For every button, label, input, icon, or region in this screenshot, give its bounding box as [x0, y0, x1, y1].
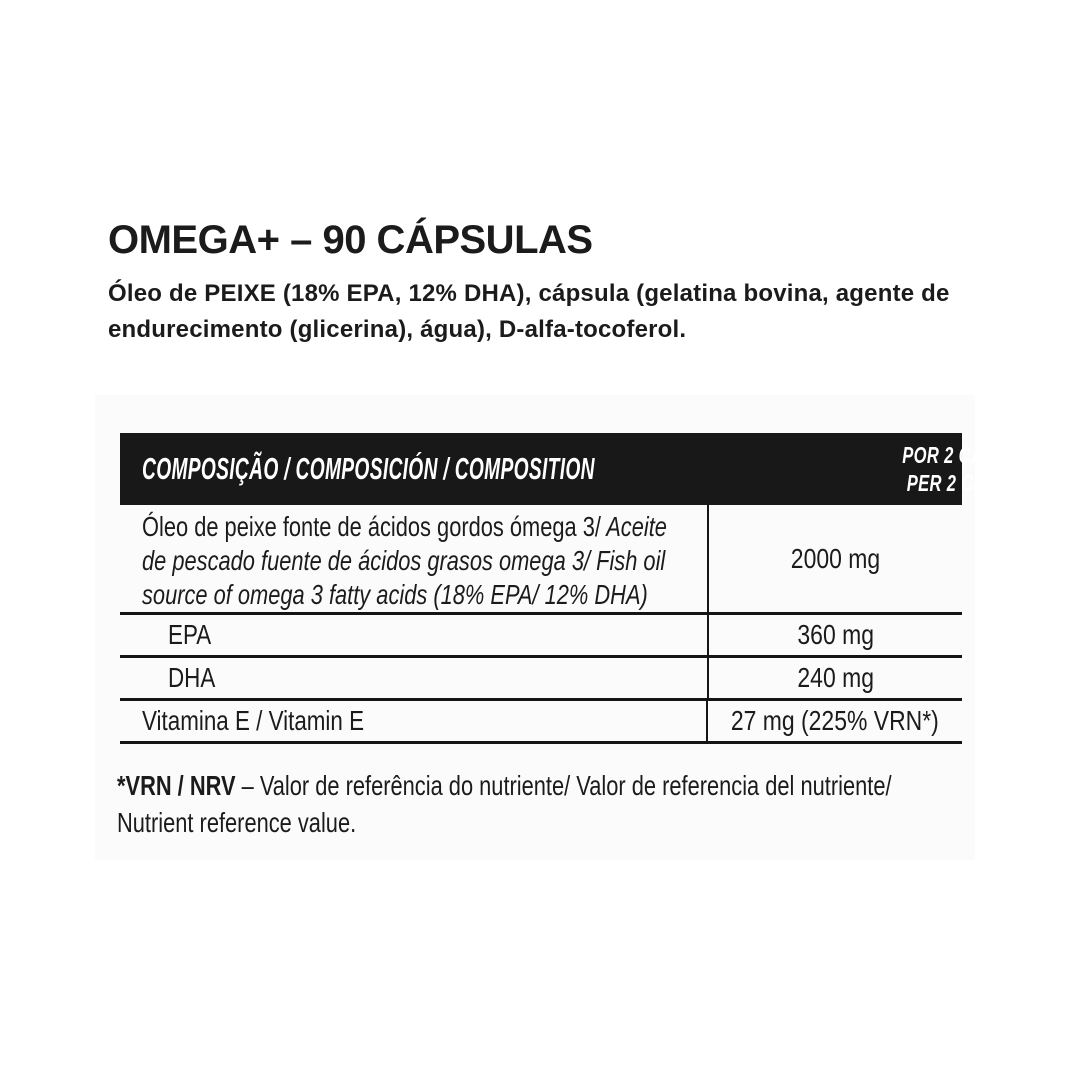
fish-oil-name-italic-start: Aceite [600, 511, 667, 542]
fish-oil-name-line-2: de pescado fuente de ácidos grasos omega 3/ Fish oil [142, 545, 666, 576]
table-row-dha [120, 658, 962, 701]
fish-oil-value: 2000 mg [790, 542, 881, 574]
serving-header-cell [872, 441, 1080, 497]
epa-name-cell [120, 615, 709, 655]
vitamin-e-value-cell [708, 701, 962, 741]
composition-header-cell [120, 451, 872, 487]
fish-oil-name-regular: Óleo de peixe fonte de ácidos gordos ómega 3/ [142, 511, 601, 542]
fish-oil-name-line-3: source of omega 3 fatty acids (18% EPA/ 12% DHA) [142, 579, 648, 610]
table-row-epa [120, 615, 962, 658]
epa-value-cell [709, 615, 962, 655]
description-line-1: Óleo de PEIXE (18% EPA, 12% DHA), cápsula (gelatina bovina, agente de [108, 280, 950, 307]
serving-header-line-1: POR 2 CÁPSULAS/ [902, 442, 1058, 468]
page-title: OMEGA+ – 90 CÁPSULAS [108, 218, 593, 262]
footnote-lead: *VRN / NRV [117, 770, 236, 801]
serving-header-line-2: PER 2 CAPSULES [906, 470, 1055, 496]
fish-oil-name-cell [120, 505, 709, 612]
composition-table [120, 433, 1058, 744]
vitamin-e-label: Vitamina E / Vitamin E [142, 705, 365, 736]
composition-header-label: COMPOSIÇÃO / COMPOSICIÓN / COMPOSITION [142, 451, 595, 486]
dha-value-cell [709, 658, 962, 698]
epa-label: EPA [168, 619, 212, 650]
vitamin-e-value: 27 mg (225% VRN*) [731, 705, 940, 736]
product-description [108, 276, 1008, 348]
fish-oil-value-cell [709, 505, 962, 612]
dha-label: DHA [168, 662, 216, 693]
footnote-line-1 [117, 767, 892, 804]
fish-oil-name-line-1 [142, 510, 667, 544]
description-line-2: endurecimento (glicerina), água), D-alfa-tocoferol. [108, 316, 687, 343]
footnote [117, 767, 1080, 841]
dha-name-cell [120, 658, 709, 698]
composition-card [95, 395, 1058, 860]
table-header-bar [120, 433, 1058, 505]
epa-value: 360 mg [797, 619, 874, 650]
table-row-fish-oil [120, 505, 962, 615]
title-block [108, 218, 1008, 348]
footnote-line-1-rest: – Valor de referência do nutriente/ Valor de referencia del nutriente/ [235, 770, 892, 801]
vitamin-e-name-cell [120, 701, 708, 741]
dha-value: 240 mg [797, 662, 874, 693]
table-row-vitamin-e [120, 701, 962, 744]
footnote-line-2: Nutrient reference value. [117, 807, 357, 838]
